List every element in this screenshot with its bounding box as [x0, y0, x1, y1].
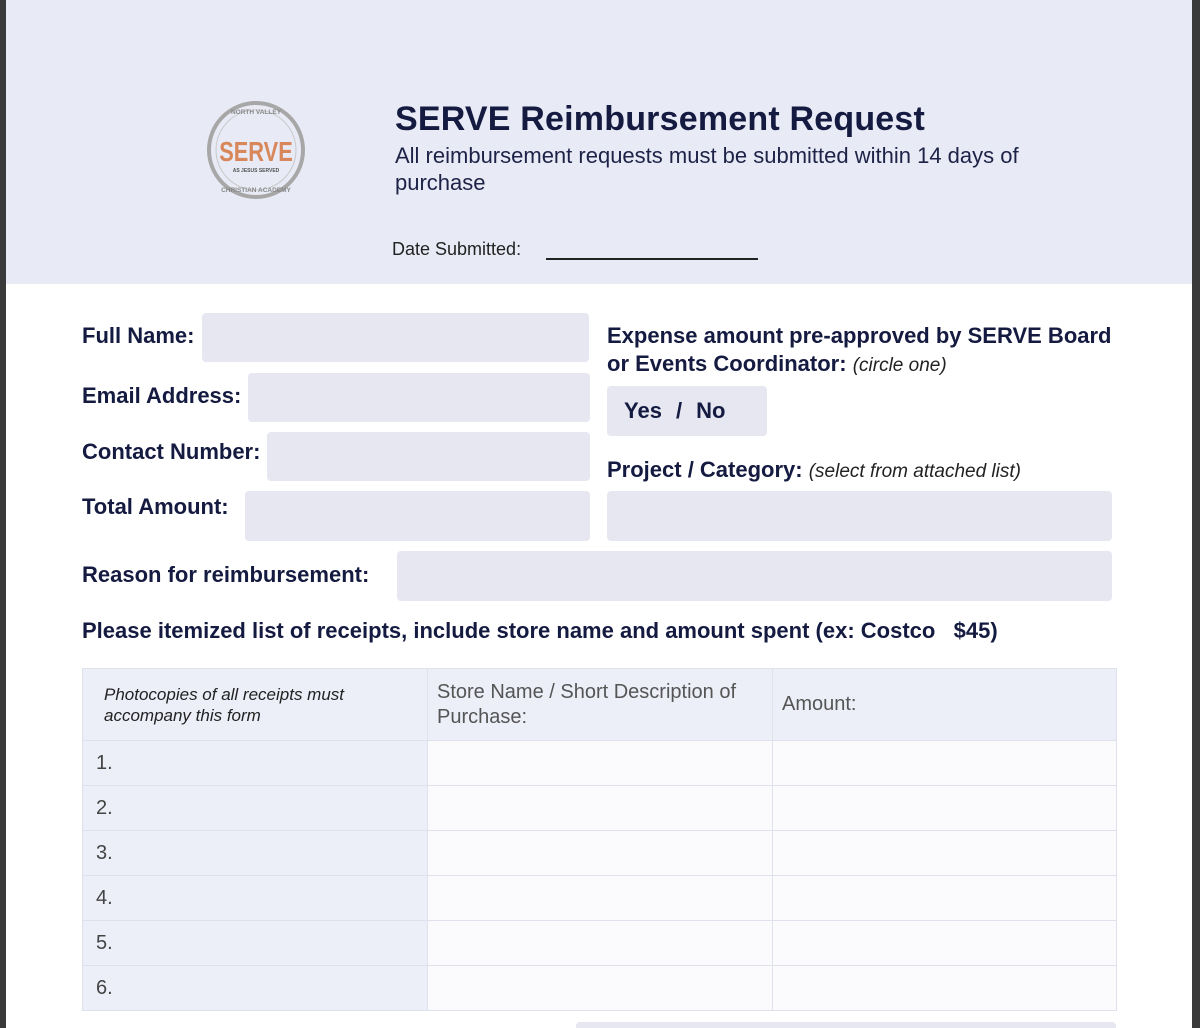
row-number: 4. [83, 876, 428, 921]
form-header [6, 0, 1192, 284]
email-label: Email Address: [82, 383, 242, 408]
receipts-instruction: Please itemized list of receipts, include store name and amount spent (ex: Costco $45) [82, 618, 998, 643]
project-category-label: Project / Category: (select from attached list) [607, 457, 1021, 482]
full-name-field[interactable] [202, 313, 589, 362]
row-number: 3. [83, 831, 428, 876]
preapproved-label-line2: or Events Coordinator: (circle one) [607, 351, 947, 376]
contact-number-label: Contact Number: [82, 439, 261, 464]
table-row [83, 786, 1117, 831]
row-number: 2. [83, 786, 428, 831]
logo-wordmark: SERVE [219, 136, 293, 168]
contact-number-field[interactable] [267, 432, 590, 481]
reason-field[interactable] [397, 551, 1112, 601]
store-cell[interactable] [428, 966, 773, 1011]
logo-tagline: AS JESUS SERVED [232, 168, 280, 174]
table-row [83, 831, 1117, 876]
table-row [83, 921, 1117, 966]
row-number: 1. [83, 741, 428, 786]
serve-logo [204, 97, 308, 203]
date-submitted-field[interactable] [546, 258, 758, 260]
store-column-header: Store Name / Short Description of Purchase: [437, 680, 737, 728]
project-category-hint: (select from attached list) [808, 461, 1021, 482]
form-page [6, 0, 1192, 1028]
logo-ring-bottom: CHRISTIAN ACADEMY [221, 187, 291, 194]
row-number: 6. [83, 966, 428, 1011]
preapproved-choice[interactable] [607, 386, 767, 436]
store-cell[interactable] [428, 831, 773, 876]
page-title: SERVE Reimbursement Request [395, 100, 926, 138]
receipts-note: Photocopies of all receipts must accompany this form [104, 684, 345, 725]
reason-label: Reason for reimbursement: [82, 562, 370, 587]
project-category-field[interactable] [607, 491, 1112, 541]
row-number: 5. [83, 921, 428, 966]
receipts-header-row [83, 669, 1117, 741]
no-option[interactable]: No [696, 398, 726, 423]
table-row [83, 741, 1117, 786]
total-amount-field[interactable] [245, 491, 590, 541]
table-row [83, 966, 1117, 1011]
store-cell[interactable] [428, 876, 773, 921]
amount-cell[interactable] [773, 966, 1117, 1011]
total-amount-label: Total Amount: [82, 494, 229, 519]
store-cell[interactable] [428, 921, 773, 966]
receipts-table [82, 668, 1117, 1011]
store-cell[interactable] [428, 741, 773, 786]
date-submitted-label: Date Submitted: [392, 239, 522, 259]
logo-ring-top: NORTH VALLEY [230, 109, 282, 116]
option-separator: / [675, 398, 683, 423]
yes-option[interactable]: Yes [624, 398, 662, 423]
amount-cell[interactable] [773, 786, 1117, 831]
preapproved-label-line1: Expense amount pre-approved by SERVE Board [607, 323, 1112, 348]
amount-cell[interactable] [773, 831, 1117, 876]
signature-field[interactable] [576, 1022, 1116, 1028]
page-subtitle: All reimbursement requests must be submitted within 14 days of purchase [395, 143, 1019, 195]
amount-cell[interactable] [773, 921, 1117, 966]
table-row [83, 876, 1117, 921]
amount-cell[interactable] [773, 876, 1117, 921]
store-cell[interactable] [428, 786, 773, 831]
amount-cell[interactable] [773, 741, 1117, 786]
email-field[interactable] [248, 373, 590, 422]
amount-column-header: Amount: [782, 693, 857, 715]
full-name-label: Full Name: [82, 323, 195, 348]
preapproved-hint: (circle one) [852, 355, 947, 376]
